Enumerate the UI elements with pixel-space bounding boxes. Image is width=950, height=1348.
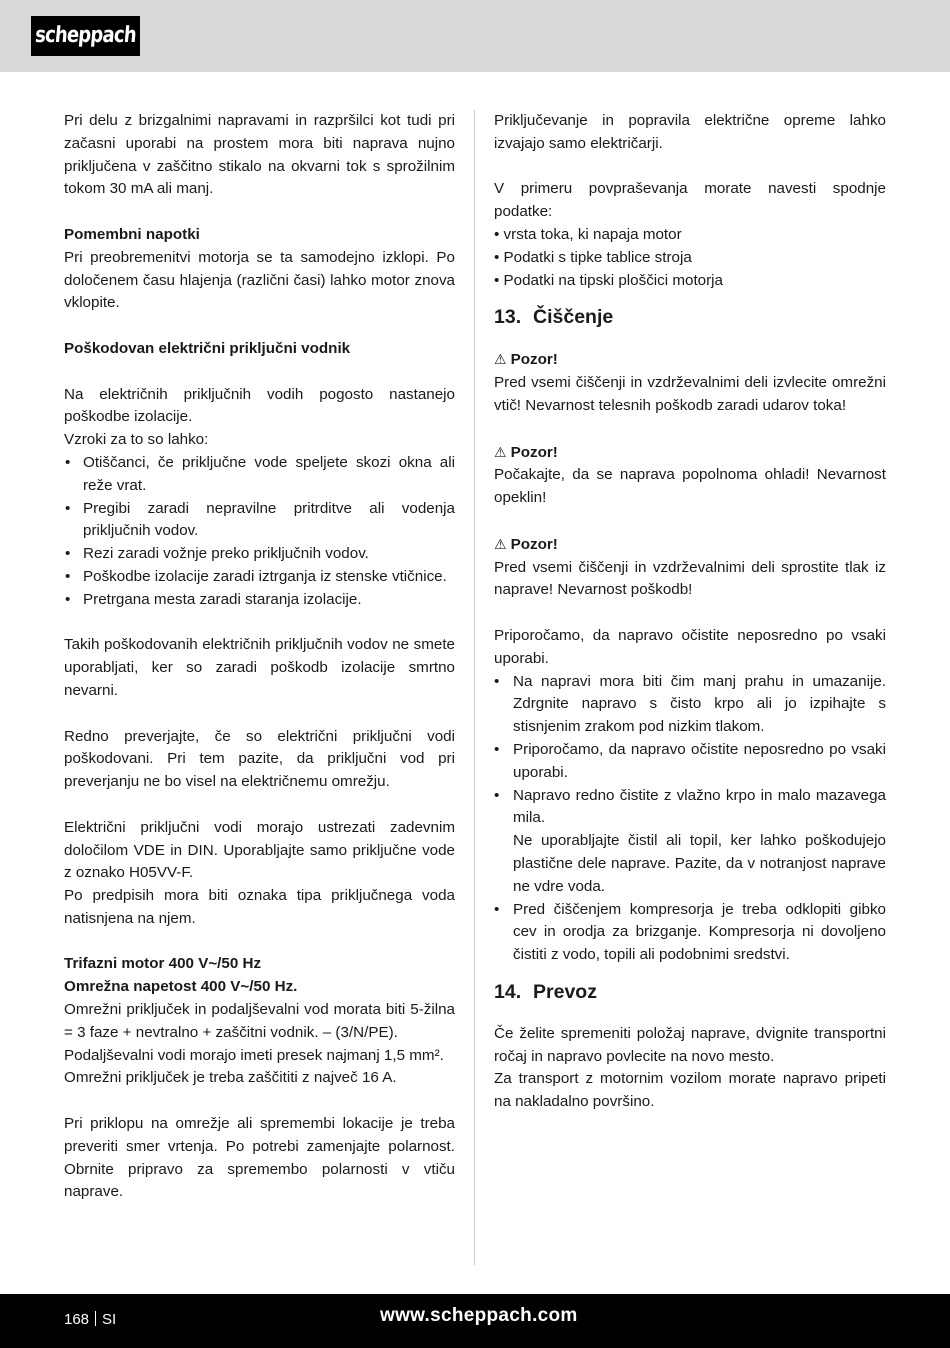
paragraph: Priključevanje in popravila električne opreme lahko izvajajo samo električarji. <box>494 112 886 152</box>
warning-text: Počakajte, da se naprava popolnoma ohladi! Nevarnost opeklin! <box>494 466 886 507</box>
data-item: • Podatki na tipski ploščici motorja <box>494 271 724 289</box>
list-item: • Napravo redno čistite z vlažno krpo in malo mazavega mila. Ne uporabljajte čistil ali topil, ker lahko poškodujejo plastične dele naprave. Pazite, da v notranjost naprave ne vdre voda. <box>494 785 886 899</box>
subheading-three-phase-motor: Trifazni motor 400 V~/50 Hz <box>64 955 262 973</box>
paragraph: Podaljševalni vodi morajo imeti presek najmanj 1,5 mm². <box>64 1046 444 1064</box>
warning-label: ⚠ Pozor! <box>494 443 558 461</box>
left-column <box>64 110 455 1204</box>
paragraph: Priporočamo, da napravo očistite neposredno po vsaki uporabi. <box>494 626 886 667</box>
list-item: • Pregibi zaradi nepravilne pritrditve ali vodenja priključnih vodov. <box>64 498 455 544</box>
list-item: • Na napravi mora biti čim manj prahu in umazanije. Zdrgnite napravo s čisto krpo ali jo izpihajte s stisnjenim zrakom pod nizkim tlakom. <box>494 671 886 739</box>
website-url: www.scheppach.com <box>380 1305 578 1326</box>
paragraph: Redno preverjajte, če so električni priključni vodi poškodovani. Pri tem pazite, da priključni vod pri preverjanju ne bo visel na električnemu omrežju. <box>64 727 455 791</box>
paragraph: Vzroki za to so lahko: <box>64 431 209 449</box>
warning-icon: ⚠ <box>494 535 507 552</box>
paragraph: Takih poškodovanih električnih priključnih vodov ne smete uporabljati, ker so zaradi poškodb izolacije smrtno nevarni. <box>64 636 455 699</box>
data-item: • Podatki s tipke tablice stroja <box>494 248 692 266</box>
warning-icon: ⚠ <box>494 351 507 368</box>
list-item: • Pretrgana mesta zaradi staranja izolacije. <box>64 589 455 612</box>
subheading-damaged-cable: Poškodovan električni priključni vodnik <box>64 339 351 357</box>
paragraph: V primeru povpraševanja morate navesti spodnje podatke: <box>494 180 886 221</box>
column-divider <box>474 110 475 1265</box>
warning-text: Pred vsemi čiščenji in vzdrževalnimi deli izvlecite omrežni vtič! Nevarnost telesnih poškodb zaradi udarov toka! <box>494 374 886 414</box>
warning-icon: ⚠ <box>494 443 507 460</box>
paragraph: Pri delu z brizgalnimi napravami in razpršilci kot tudi pri začasni uporabi na prostem mora biti naprava nujno priključena v zaščitno stikalo na okvarni tok s sprožilnim tokom 30 mA ali manj. <box>64 112 455 198</box>
subheading-mains-voltage: Omrežna napetost 400 V~/50 Hz. <box>64 978 298 996</box>
right-column <box>494 110 886 1114</box>
paragraph: Omrežni priključek in podaljševalni vod morata biti 5-žilna = 3 faze + nevtralno + zaščitni vodnik. – (3/N/PE). <box>64 1001 455 1041</box>
causes-list <box>64 452 455 612</box>
data-item: • vrsta toka, ki napaja motor <box>494 225 682 243</box>
paragraph: Pri preobremenitvi motorja se ta samodejno izklopi. Po določenem času hlajenja (različni časi) lahko motor znova vklopite. <box>64 248 455 312</box>
cleaning-list <box>494 671 886 967</box>
warning-label: ⚠ Pozor! <box>494 351 558 369</box>
warning-label: ⚠ Pozor! <box>494 535 558 553</box>
paragraph: Električni priključni vodi morajo ustrezati zadevnim določilom VDE in DIN. Uporabljajte samo priključne vode z oznako H05VV-F. <box>64 818 455 882</box>
list-item: • Rezi zaradi vožnje preko priključnih vodov. <box>64 543 455 566</box>
list-item-continuation: Ne uporabljajte čistil ali topil, ker lahko poškodujejo plastične dele naprave. Pazite, da v notranjost naprave ne vdre voda. <box>513 832 886 895</box>
paragraph: Omrežni priključek je treba zaščititi z največ 16 A. <box>64 1069 397 1087</box>
page-number: 168 SI <box>64 1311 117 1328</box>
warning-text: Pred vsemi čiščenji in vzdrževalnimi deli sprostite tlak iz naprave! Nevarnost poškodb! <box>494 558 886 599</box>
paragraph: Če želite spremeniti položaj naprave, dvignite transportni ročaj in napravo povlecite na novo mesto. <box>494 1024 886 1065</box>
section-heading-cleaning: 13. Čiščenje <box>494 306 614 329</box>
section-heading-transport: 14. Prevoz <box>494 980 597 1003</box>
list-item: • Priporočamo, da napravo očistite neposredno po vsaki uporabi. <box>494 739 886 785</box>
paragraph: Na električnih priključnih vodih pogosto nastanejo poškodbe izolacije. <box>64 385 455 426</box>
footer-bar <box>0 1294 950 1348</box>
paragraph: Po predpisih mora biti oznaka tipa priključnega voda natisnjena na njem. <box>64 887 455 927</box>
paragraph: Pri priklopu na omrežje ali spremembi lokacije je treba preveriti smer vrtenja. Po potrebi zamenjajte polarnost. Obrnite pripravo za spremembo polarnosti v vtiču naprave. <box>64 1115 455 1201</box>
header-bar <box>0 0 950 72</box>
list-item: • Otiščanci, če priključne vode speljete skozi okna ali reže vrat. <box>64 452 455 498</box>
subheading-important-notes: Pomembni napotki <box>64 225 200 243</box>
paragraph: Za transport z motornim vozilom morate napravo pripeti na nakladalno površino. <box>494 1070 886 1111</box>
brand-logo: scheppach <box>31 16 140 56</box>
list-item: • Poškodbe izolacije zaradi iztrganja iz stenske vtičnice. <box>64 566 455 589</box>
list-item: • Pred čiščenjem kompresorja je treba odklopiti gibko cev in orodja za brizganje. Kompresorja ni dovoljeno čistiti z vodo, topili ali podobnimi sredstvi. <box>494 899 886 967</box>
